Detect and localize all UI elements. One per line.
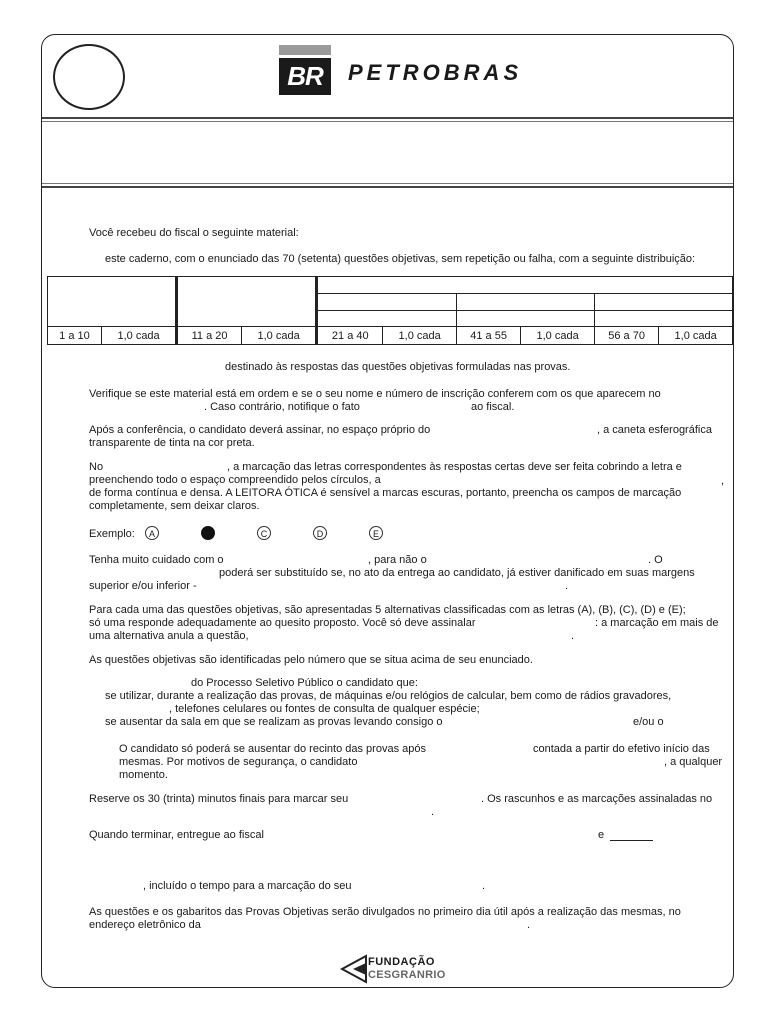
cesgranrio-line-1: FUNDAÇÃO — [368, 956, 435, 968]
paragraph-9-line-2a: mesmas. Por motivos de segurança, o candidato — [119, 756, 358, 768]
paragraph-4-line-4: completamente, sem deixar claros. — [89, 500, 260, 512]
points-cell: 1,0 cada — [383, 327, 457, 345]
paragraph-4-line-2: preenchendo todo o espaço compreendido pelos círculos, a — [89, 474, 381, 486]
candidate-circle — [53, 44, 125, 110]
points-cell: 1,0 cada — [659, 327, 733, 345]
range-cell: 1 a 10 — [48, 327, 102, 345]
paragraph-9-line-1b: contada a partir do efetivo início das — [533, 743, 710, 755]
header-divider-top-thin — [42, 121, 733, 122]
paragraph-8-line-4a: se ausentar da sala em que se realizam as provas levando consigo o — [105, 716, 443, 728]
header-divider-bottom — [42, 186, 733, 188]
paragraph-6-line-2a: só uma responde adequadamente ao quesito proposto. Você só deve assinalar — [89, 617, 476, 629]
range-cell: 56 a 70 — [594, 327, 658, 345]
paragraph-12b: . — [482, 880, 486, 892]
paragraph-12a: , incluído o tempo para a marcação do seu — [143, 880, 352, 892]
paragraph-6-line-2b: : a marcação em mais de — [595, 617, 719, 629]
paragraph-5-line-1a: Tenha muito cuidado com o — [89, 554, 224, 566]
paragraph-7: As questões objetivas são identificadas pelo número que se situa acima de seu enunciado. — [89, 654, 533, 666]
paragraph-11b: e — [598, 829, 605, 841]
paragraph-3-line-1a: Após a conferência, o candidato deverá assinar, no espaço próprio do — [89, 424, 431, 436]
paragraph-9-line-1a: O candidato só poderá se ausentar do recinto das provas após — [119, 743, 426, 755]
paragraph-2-line-2a: . Caso contrário, notifique o fato — [204, 401, 360, 413]
paragraph-2-line-2b: ao fiscal. — [471, 401, 515, 413]
cesgranrio-arrow-icon — [340, 954, 368, 984]
bubble-b-filled — [201, 526, 215, 540]
logo-br-mark: BR — [279, 58, 331, 95]
points-cell: 1,0 cada — [521, 327, 595, 345]
distribution-row — [48, 327, 733, 345]
paragraph-8-line-4b: e/ou o — [633, 716, 664, 728]
paragraph-5-line-2: poderá ser substituído se, no ato da entrega ao candidato, já estiver danificado em suas margens — [219, 567, 695, 579]
paragraph-11a: Quando terminar, entregue ao fiscal — [89, 829, 264, 841]
paragraph-8-line-3: , telefones celulares ou fontes de consulta de qualquer espécie; — [169, 703, 480, 715]
paragraph-5-line-1b: , para não o — [368, 554, 427, 566]
points-cell: 1,0 cada — [241, 327, 316, 345]
item-b-text: destinado às respostas das questões objetivas formuladas nas provas. — [225, 361, 571, 373]
paragraph-4-line-1b: , a marcação das letras correspondentes às respostas certas deve ser feita cobrindo a letra e — [227, 461, 682, 473]
paragraph-9-line-3: momento. — [119, 769, 168, 781]
paragraph-6-line-1: Para cada uma das questões objetivas, são apresentadas 5 alternativas classificadas com as letras (A), (B), (C), (D) e (E); — [89, 604, 686, 616]
paragraph-5-line-3b: . — [565, 580, 569, 592]
distribution-table — [47, 276, 733, 345]
cesgranrio-line-2: CESGRANRIO — [368, 969, 446, 981]
header-divider-top — [42, 117, 733, 119]
logo-brand-name: PETROBRAS — [348, 60, 523, 85]
range-cell: 11 a 20 — [177, 327, 242, 345]
bubble-c: C — [257, 526, 271, 540]
paragraph-8-line-1: do Processo Seletivo Público o candidato que: — [191, 677, 418, 689]
points-cell: 1,0 cada — [101, 327, 176, 345]
paragraph-2-line-1: Verifique se este material está em ordem e se o seu nome e número de inscrição conferem com os que aparecem no — [89, 388, 661, 400]
paragraph-8-line-2: se utilizar, durante a realização das provas, de máquinas e/ou relógios de calcular, bem como de rádios gravadores, — [105, 690, 672, 702]
paragraph-4-line-3: de forma contínua e densa. A LEITORA ÓTICA é sensível a marcas escuras, portanto, preencha os campos de marcação — [89, 487, 682, 499]
intro-text: Você recebeu do fiscal o seguinte material: — [89, 227, 299, 239]
paragraph-3-line-1b: , a caneta esferográfica — [597, 424, 712, 436]
paragraph-4-line-1a: No — [89, 461, 104, 473]
paragraph-5-line-1c: . O — [648, 554, 663, 566]
paragraph-5-line-3a: superior e/ou inferior - — [89, 580, 197, 592]
range-cell: 41 a 55 — [456, 327, 520, 345]
paragraph-6-line-3b: . — [571, 630, 575, 642]
bubble-e: E — [369, 526, 383, 540]
header-divider-bottom-thin — [42, 183, 733, 184]
paragraph-13-line-2b: . — [527, 919, 531, 931]
paragraph-9-line-2b: , a qualquer — [664, 756, 723, 768]
range-cell: 21 a 40 — [317, 327, 383, 345]
item-a-text: este caderno, com o enunciado das 70 (setenta) questões objetivas, sem repetição ou falha, com a seguinte distribuição: — [105, 253, 696, 265]
example-label: Exemplo: — [89, 528, 135, 540]
paragraph-13-line-2a: endereço eletrônico da — [89, 919, 201, 931]
paragraph-10-line-1b: . Os rascunhos e as marcações assinaladas no — [481, 793, 713, 805]
bubble-d: D — [313, 526, 327, 540]
paragraph-10-line-1a: Reserve os 30 (trinta) minutos finais para marcar seu — [89, 793, 349, 805]
fill-blank-line — [610, 840, 653, 841]
paragraph-10-line-2: . — [431, 806, 435, 818]
paragraph-6-line-3a: uma alternativa anula a questão, — [89, 630, 249, 642]
paragraph-4-line-2b: , — [721, 475, 725, 487]
bubble-a: A — [145, 526, 159, 540]
paragraph-13-line-1: As questões e os gabaritos das Provas Objetivas serão divulgados no primeiro dia útil após a realização das mesmas, no — [89, 906, 681, 918]
logo-bar — [279, 45, 331, 55]
paragraph-3-line-2: transparente de tinta na cor preta. — [89, 437, 255, 449]
